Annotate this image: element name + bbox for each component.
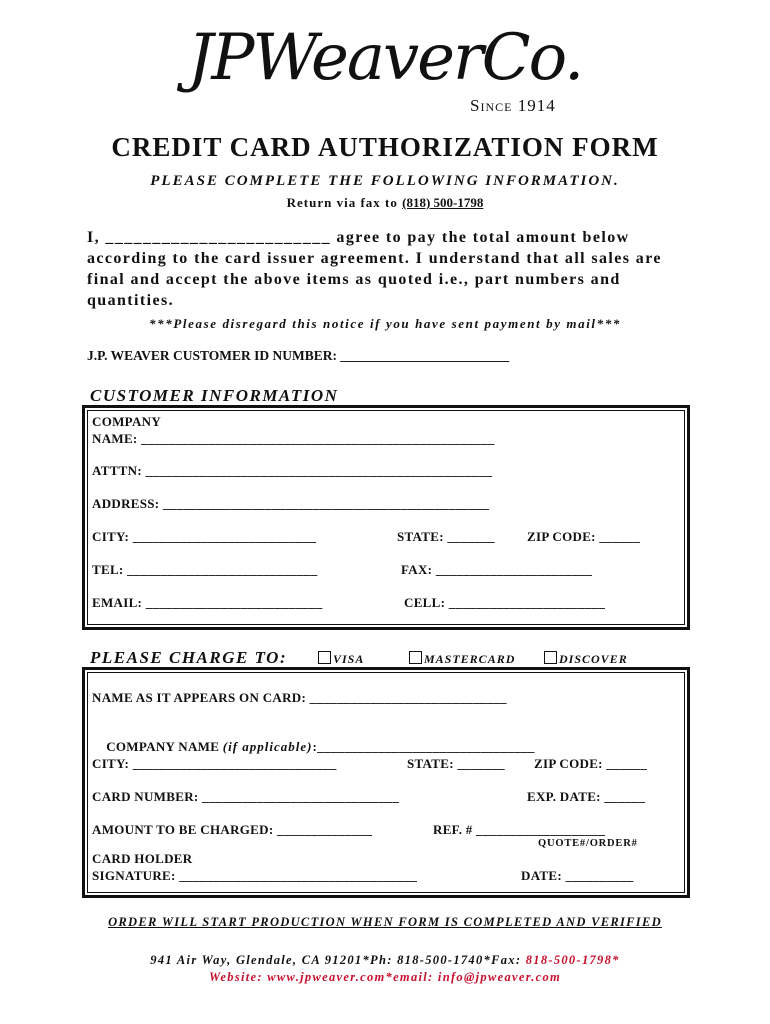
production-notice: ORDER WILL START PRODUCTION WHEN FORM IS COMPLETED AND VERIFIED (108, 915, 662, 929)
fax-return-label: Return via fax to (286, 195, 398, 210)
mastercard-label: MASTERCARD (424, 652, 516, 666)
company-logo: JPWeaverCo. (187, 21, 583, 95)
exp-date-field[interactable]: EXP. DATE: ______ (527, 789, 646, 804)
signature-field[interactable]: SIGNATURE: ___________________________________ (92, 868, 418, 883)
footer-address (0, 953, 770, 968)
footer-fax-number: 818-500-1798* (525, 953, 620, 967)
form-subtitle: PLEASE COMPLETE THE FOLLOWING INFORMATION. (150, 173, 620, 189)
card-holder-label: CARD HOLDER (92, 851, 193, 866)
disregard-notice: ***Please disregard this notice if you have sent payment by mail*** (149, 316, 621, 331)
cell-field[interactable]: CELL: _______________________ (404, 595, 606, 610)
fax-field[interactable]: FAX: _______________________ (401, 562, 593, 577)
visa-label: VISA (333, 652, 365, 666)
visa-option[interactable] (318, 651, 364, 667)
agreement-name-blank[interactable]: I, ________________________ (87, 229, 332, 246)
ref-field[interactable]: REF. # ___________________ (433, 822, 606, 837)
footer-web-email[interactable]: Website: www.jpweaver.com*email: info@jpweaver.com (208, 970, 562, 984)
company-label-line1: COMPANY (92, 414, 162, 429)
email-field[interactable]: EMAIL: __________________________ (92, 595, 323, 610)
agreement-paragraph (87, 227, 687, 311)
charge-city-field[interactable]: CITY: ______________________________ (92, 756, 337, 771)
logo-since-text: Since 1914 (470, 96, 556, 115)
charge-info-box (82, 667, 690, 898)
amount-field[interactable]: AMOUNT TO BE CHARGED: ______________ (92, 822, 373, 837)
customer-id-field[interactable]: J.P. WEAVER CUSTOMER ID NUMBER: _________________________ (87, 348, 510, 363)
charge-company-label: COMPANY NAME (106, 739, 223, 754)
mastercard-option[interactable] (409, 651, 515, 667)
name-on-card-field[interactable]: NAME AS IT APPEARS ON CARD: _____________________________ (92, 690, 507, 705)
zip-field[interactable]: ZIP CODE: ______ (527, 529, 641, 544)
fax-return-line (0, 195, 770, 211)
company-name-field[interactable]: NAME: ____________________________________________________ (92, 431, 495, 446)
date-field[interactable]: DATE: __________ (521, 868, 634, 883)
charge-heading: PLEASE CHARGE TO: (90, 648, 288, 667)
charge-company-field[interactable] (92, 723, 535, 771)
customer-info-box (82, 405, 690, 630)
visa-checkbox[interactable] (318, 651, 331, 664)
card-number-field[interactable]: CARD NUMBER: _____________________________ (92, 789, 400, 804)
city-field[interactable]: CITY: ___________________________ (92, 529, 317, 544)
form-title: CREDIT CARD AUTHORIZATION FORM (111, 132, 659, 162)
discover-checkbox[interactable] (544, 651, 557, 664)
charge-state-field[interactable]: STATE: _______ (407, 756, 505, 771)
fax-return-number: (818) 500-1798 (402, 195, 484, 210)
attn-field[interactable]: ATTTN: ___________________________________________________ (92, 463, 493, 478)
state-field[interactable]: STATE: _______ (397, 529, 495, 544)
discover-label: DISCOVER (559, 652, 628, 666)
charge-zip-field[interactable]: ZIP CODE: ______ (534, 756, 648, 771)
charge-company-blank: :________________________________ (312, 739, 535, 754)
agreement-text: agree to pay the total amount below according to the card issuer agreement. I understand that all sales are final and accept the above items as quoted i.e., part numbers and quantities. (87, 229, 662, 309)
mastercard-checkbox[interactable] (409, 651, 422, 664)
address-field[interactable]: ADDRESS: ________________________________________________ (92, 496, 490, 511)
tel-field[interactable]: TEL: ____________________________ (92, 562, 318, 577)
charge-company-note: (if applicable) (222, 739, 313, 754)
footer-address-text: 941 Air Way, Glendale, CA 91201*Ph: 818-500-1740*Fax: (150, 953, 526, 967)
discover-option[interactable] (544, 651, 628, 667)
quote-order-note: QUOTE#/ORDER# (538, 838, 638, 849)
customer-info-heading: CUSTOMER INFORMATION (90, 386, 339, 405)
